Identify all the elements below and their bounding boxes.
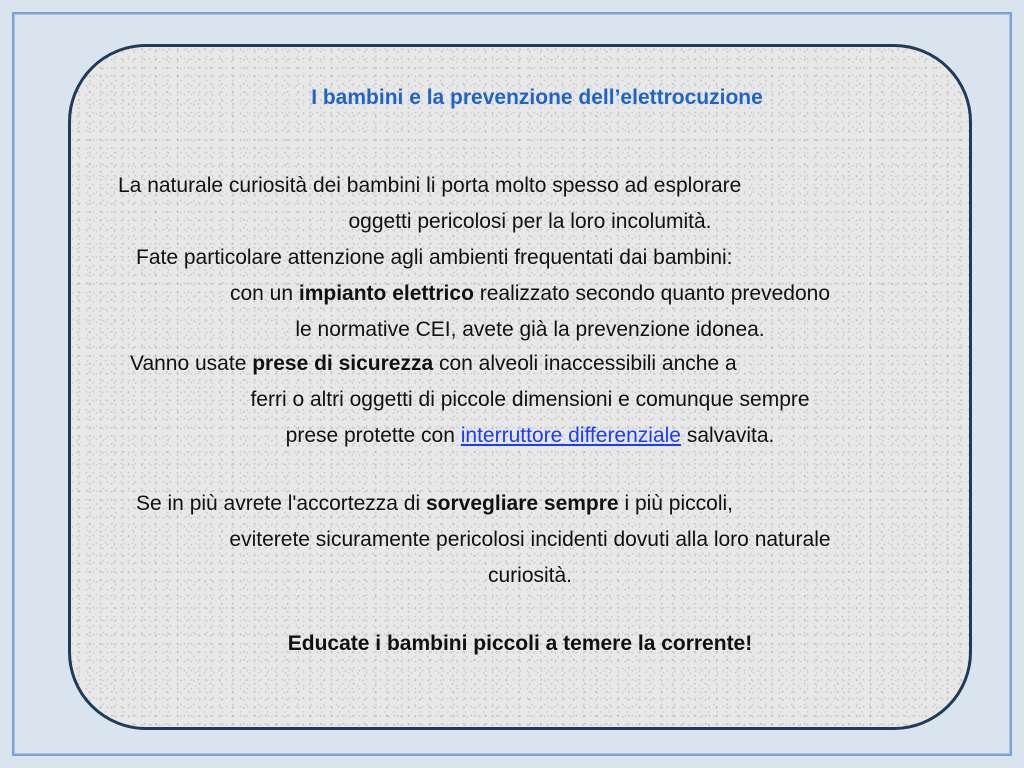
interruttore-differenziale-link[interactable]: interruttore differenziale [460, 424, 681, 447]
slide-title: I bambini e la prevenzione dell’elettrocuzione [311, 86, 763, 109]
p2-line1: Fate particolare attenzione agli ambienti frequentati dai bambini: [136, 246, 733, 269]
p2-line2-pre: con un [229, 282, 299, 305]
p3-line1 [110, 346, 950, 382]
paragraph-electrical-system [110, 240, 950, 348]
p2-line2 [110, 276, 950, 312]
p4-line1 [110, 486, 950, 522]
prese-sicurezza-emphasis: prese di sicurezza [252, 352, 434, 375]
p4-line1-post: i più piccoli, [618, 492, 733, 515]
p1-line2: oggetti pericolosi per la loro incolumità. [348, 210, 712, 233]
p3-line3-post: salvavita. [680, 424, 775, 447]
p4-line1-pre: Se in più avrete l'accortezza di [136, 492, 426, 515]
p3-line1-post: con alveoli inaccessibili anche a [433, 352, 737, 375]
p2-line3: le normative CEI, avete già la prevenzione idonea. [295, 318, 765, 341]
impianto-elettrico-emphasis: impianto elettrico [298, 282, 474, 305]
p1-line1: La naturale curiosità dei bambini li porta molto spesso ad esplorare [118, 174, 742, 197]
p3-line1-pre: Vanno usate [130, 352, 253, 375]
p3-line3-pre: prese protette con [285, 424, 461, 447]
paragraph-curiosity [110, 168, 950, 240]
sorvegliare-sempre-emphasis: sorvegliare sempre [426, 492, 619, 515]
p2-line2-post: realizzato secondo quanto prevedono [473, 282, 830, 305]
p3-line3 [110, 418, 950, 454]
p4-line3: curiosità. [487, 564, 573, 587]
p3-line2: ferri o altri oggetti di piccole dimensioni e comunque sempre [250, 388, 810, 411]
p4-line2: eviterete sicuramente pericolosi incidenti dovuti alla loro naturale [229, 528, 831, 551]
closing-statement: Educate i bambini piccoli a temere la corrente! [287, 632, 753, 655]
paragraph-safety-sockets [110, 346, 950, 454]
paragraph-supervision [110, 486, 950, 594]
